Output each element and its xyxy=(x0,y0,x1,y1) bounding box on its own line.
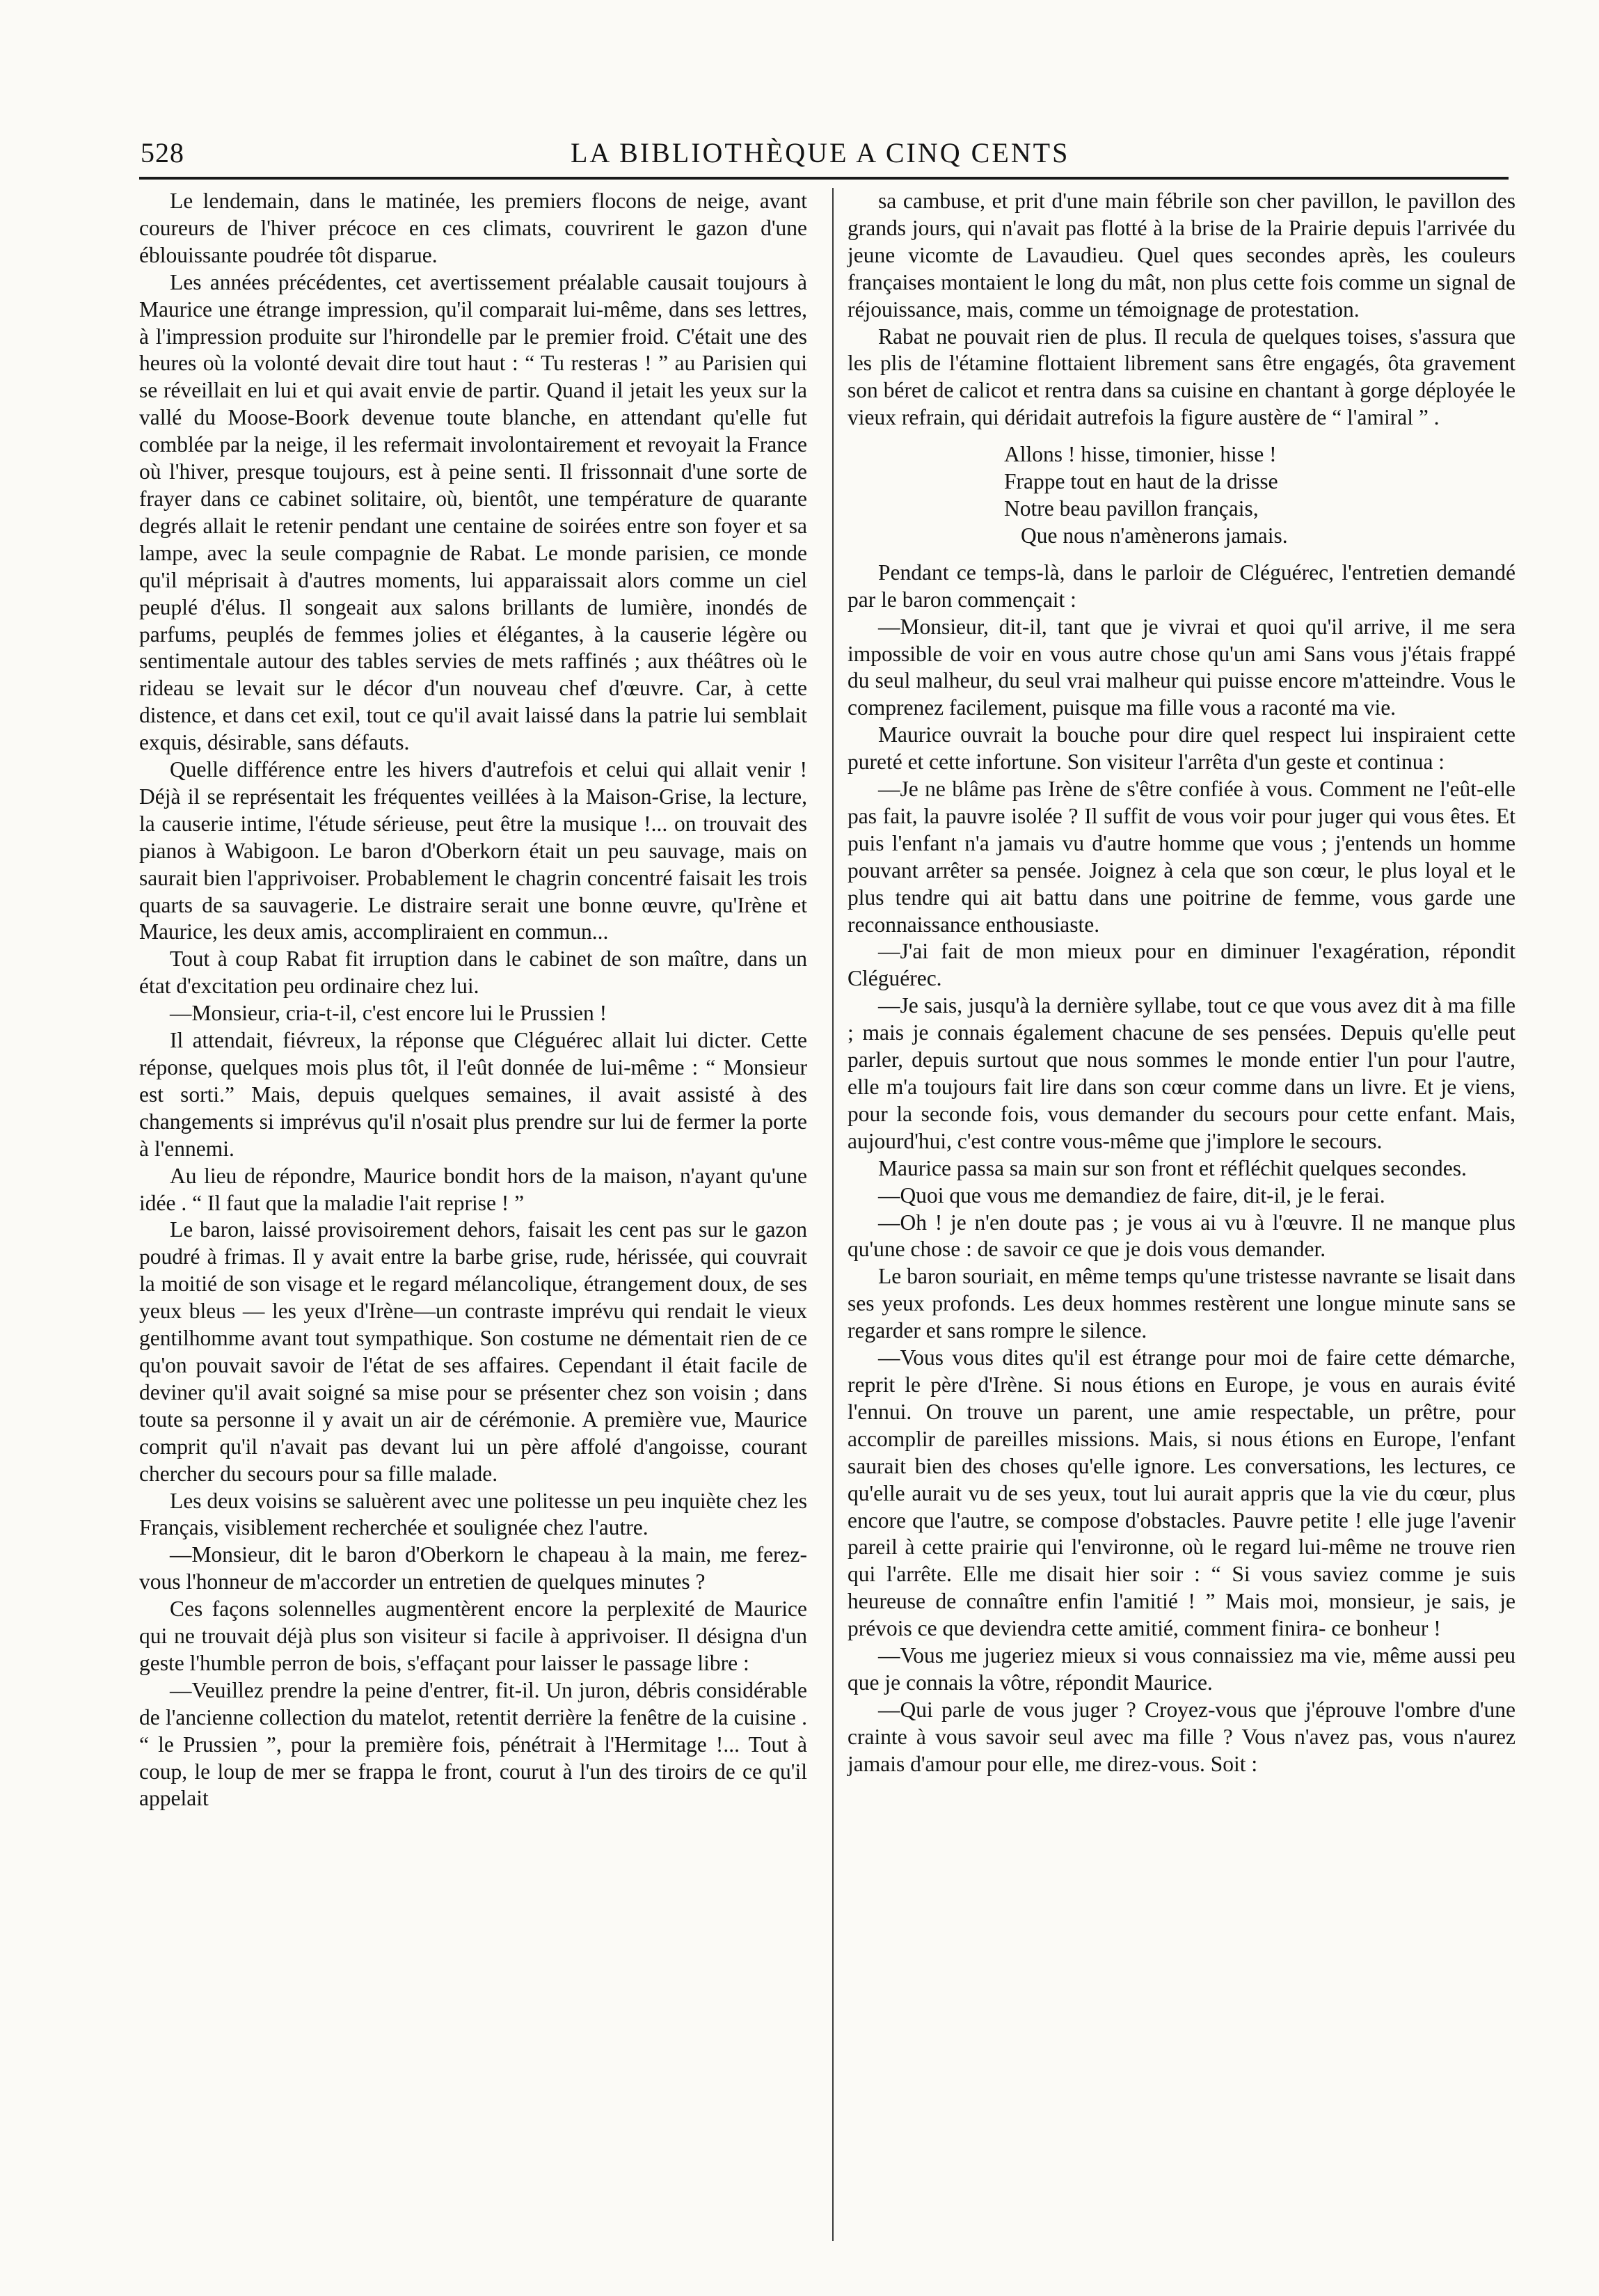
paragraph: —Quoi que vous me demandiez de faire, dit-il, je le ferai. xyxy=(878,1182,1385,1208)
paragraph: —Vous me jugeriez mieux si vous connaissiez ma vie, même aussi peu que je connais la vôtre, répondit Maurice. xyxy=(848,1643,1516,1695)
paragraph: —Je sais, jusqu'à la dernière syllabe, tout ce que vous avez dit à ma fille ; mais je connais également chacune de ses pensées. Depuis qu'elle peut parler, depuis surtout que nous sommes le monde entier l'un pour l'autre, elle m'a toujours fait lire dans son cœur comme dans un livre. Et je viens, pour la seconde fois, vous demander du secours pour cette enfant. Mais, aujourd'hui, c'est contre vous-même que j'implore le secours. xyxy=(848,993,1516,1153)
paragraph: sa cambuse, et prit d'une main fébrile son cher pavillon, le pavillon des grands jours, qui n'avait pas flotté à la brise de la Prairie depuis l'arrivée du jeune vicomte de Lavaudieu. Quel ques secondes après, les couleurs françaises montaient le long du mât, non plus cette fois comme un signal de réjouissance, mais, comme un témoignage de protestation. xyxy=(848,189,1516,322)
paragraph: Ces façons solennelles augmentèrent encore la perplexité de Maurice qui ne trouvait déjà plus son visiteur si facile à apprivoiser. Il désigna d'un geste l'humble perron de bois, s'effaçant pour laisser le passage libre : xyxy=(139,1597,807,1675)
verse-line: Frappe tout en haut de la drisse xyxy=(1004,469,1278,494)
paragraph: —Monsieur, dit-il, tant que je vivrai et quoi qu'il arrive, il me sera impossible de voir en vous autre chose qu'un ami Sans vous j'étais frappé du seul malheur, du seul vrai malheur qui puisse encore m'atteindre. Vous le comprenez facilement, puisque ma fille vous a raconté ma vie. xyxy=(848,614,1516,720)
paragraph: —Je ne blâme pas Irène de s'être confiée à vous. Comment ne l'eût-elle pas fait, la pauvre isolée ? Il suffit de vous voir pour juger qui vous êtes. Et puis l'enfant n'a jamais vu d'autre homme que vous ; j'entends un homme pouvant arrêter sa pensée. Joignez à cela que son cœur, le plus loyal et le plus tendre qui ait battu dans une poitrine de femme, vous garde une reconnaissance enthousiaste. xyxy=(848,777,1516,937)
song-verse xyxy=(1004,441,1516,550)
paragraph: Quelle différence entre les hivers d'autrefois et celui qui allait venir ! Déjà il se représentait les fréquentes veillées à la Maison-Grise, la lecture, la causerie intime, l'étude sérieuse, peut être la musique !... on trouvait des pianos à Wabigoon. Le baron d'Oberkorn était un peu sauvage, mais on saurait bien l'apprivoiser. Probablement le chagrin concentré faisait les trois quarts de sa sauvagerie. Le distraire serait une bonne œuvre, qu'Irène et Maurice, les deux amis, accompliraient en commun... xyxy=(139,757,807,944)
paragraph: —Qui parle de vous juger ? Croyez-vous que j'éprouve l'ombre d'une crainte à vous savoir seul avec ma fille ? Vous n'avez pas, vous n'aurez jamais d'amour pour elle, me direz-vous. Soit : xyxy=(848,1697,1516,1776)
paragraph: —Monsieur, dit le baron d'Oberkorn le chapeau à la main, me ferez-vous l'honneur de m'accorder un entretien de quelques minutes ? xyxy=(139,1542,807,1594)
paragraph: Il attendait, fiévreux, la réponse que Cléguérec allait lui dicter. Cette réponse, quelques mois plus tôt, il l'eût donnée de lui-même : “ Monsieur est sorti.” Mais, depuis quelques semaines, il avait assisté à des changements si imprévus qu'il n'osait plus prendre sur lui de fermer la porte à l'ennemi. xyxy=(139,1028,807,1161)
paragraph: Pendant ce temps-là, dans le parloir de Cléguérec, l'entretien demandé par le baron commençait : xyxy=(848,560,1516,612)
header-rule xyxy=(139,177,1509,180)
paragraph: Tout à coup Rabat fit irruption dans le cabinet de son maître, dans un état d'excitation peu ordinaire chez lui. xyxy=(139,947,807,999)
paragraph: Les années précédentes, cet avertissement préalable causait toujours à Maurice une étrange impression, qu'il comparait lui-même, dans ses lettres, à l'impression produite sur l'hirondelle par le premier froid. C'était une des heures où la volonté devait dire tout haut : “ Tu resteras ! ” au Parisien qui se réveillait en lui et qui avait envie de partir. Quand il jetait les yeux sur la vallé du Moose-Boork devenue toute blanche, en attendant qu'elle fut comblée par la neige, il les refermait involontairement et revoyait la France où l'hiver, presque toujours, est à peine senti. Il frissonnait d'une sorte de frayer dans ce cabinet solitaire, où, bientôt, une température de quarante degrés allait le retenir pendant une centaine de soirées entre son foyer et sa lampe, avec la seule compagnie de Rabat. Le monde parisien, ce monde qu'il méprisait à d'autres moments, lui apparaissait alors comme un ciel peuplé d'élus. Il songeait aux salons brillants de lumière, inondés de parfums, peuplés de femmes jolies et élégantes, à la causerie légère ou sentimentale autour des tables servies de mets raffinés ; aux théâtres où le rideau se levait sur le décor d'un nouveau chef d'œuvre. Car, à cette distence, et dans cet exil, tout ce qu'il avait laissé dans la patrie lui semblait exquis, désirable, sans défauts. xyxy=(139,269,807,755)
paragraph: Le baron souriait, en même temps qu'une tristesse navrante se lisait dans ses yeux profonds. Les deux hommes restèrent une longue minute sans se regarder et sans rompre le silence. xyxy=(848,1264,1516,1343)
paragraph: Maurice passa sa main sur son front et réfléchit quelques secondes. xyxy=(878,1155,1467,1180)
verse-line: Que nous n'amènerons jamais. xyxy=(1021,523,1288,548)
right-column xyxy=(848,188,1516,1778)
paragraph: Le baron, laissé provisoirement dehors, faisait les cent pas sur le gazon poudré à frimas. Il y avait entre la barbe grise, rude, hérissée, qui couvrait la moitié de son visage et le regard mélancolique, étrangement doux, de ses yeux bleus — les yeux d'Irène—un contraste imprévu qui rendait le vieux gentilhomme avant tout sympathique. Son costume ne démentait rien de ce qu'on pouvait savoir de l'état de ses affaires. Cependant il était facile de deviner qu'il avait soigné sa mise pour se présenter chez son voisin ; dans toute sa personne il y avait un air de cérémonie. A première vue, Maurice comprit qu'il n'avait pas devant lui un père affolé d'angoisse, courant chercher du secours pour sa fille malade. xyxy=(139,1217,807,1486)
paragraph: Le lendemain, dans le matinée, les premiers flocons de neige, avant coureurs de l'hiver précoce en ces climats, couvrirent le gazon d'une éblouissante poudrée tôt disparue. xyxy=(139,189,807,267)
paragraph: Rabat ne pouvait rien de plus. Il recula de quelques toises, s'assura que les plis de l'étamine flottaient librement sans être engagés, ôta gravement son béret de calicot et rentra dans sa cuisine en chantant à gorge déployée le vieux refrain, qui déridait autrefois la figure austère de “ l'amiral ” . xyxy=(848,324,1516,430)
paragraph: Maurice ouvrait la bouche pour dire quel respect lui inspiraient cette pureté et cette infortune. Son visiteur l'arrêta d'un geste et continua : xyxy=(848,722,1516,775)
running-head-title: LA BIBLIOTHÈQUE A CINQ CENTS xyxy=(571,137,1070,168)
paragraph: Au lieu de répondre, Maurice bondit hors de la maison, n'ayant qu'une idée . “ Il faut que la maladie l'ait reprise ! ” xyxy=(139,1163,807,1215)
column-divider xyxy=(832,188,834,2241)
paragraph: —Veuillez prendre la peine d'entrer, fit-il. Un juron, débris considérable de l'ancienne collection du matelot, retentit derrière la fenêtre de la cuisine . “ le Prussien ”, pour la première fois, pénétrait à l'Hermitage !... Tout à coup, le loup de mer se frappa le front, courut à l'un des tiroirs de ce qu'il appelait xyxy=(139,1677,807,1811)
paragraph: —Vous vous dites qu'il est étrange pour moi de faire cette démarche, reprit le père d'Irène. Si nous étions en Europe, je vous en aurais évité l'ennui. On trouve un parent, une amie respectable, un prêtre, pour accomplir de pareilles missions. Mais, si nous étions en Europe, l'enfant saurait bien des choses qu'elle ignore. Les conversations, les lectures, ce qu'elle aurait vu de ses yeux, tout lui aurait appris que la vie du cœur, plus encore que l'autre, se compose d'obstacles. Pauvre petite ! elle juge l'avenir pareil à cette prairie qui l'environne, où le regard lui-même ne trouve rien qui l'arrête. Elle me disait hier soir : “ Si vous saviez comme je suis heureuse de connaître enfin l'amitié ! ” Mais moi, monsieur, je sais, je prévois ce que deviendra cette amitié, comment finira- ce bonheur ! xyxy=(848,1345,1516,1641)
verse-line: Allons ! hisse, timonier, hisse ! xyxy=(1004,442,1277,467)
paragraph: —Oh ! je n'en doute pas ; je vous ai vu à l'œuvre. Il ne manque plus qu'une chose : de savoir ce que je dois vous demander. xyxy=(848,1210,1516,1262)
paragraph: Les deux voisins se saluèrent avec une politesse un peu inquiète chez les Français, visiblement recherchée et soulignée chez l'autre. xyxy=(139,1488,807,1540)
page-number: 528 xyxy=(141,137,184,168)
paragraph: —Monsieur, cria-t-il, c'est encore lui le Prussien ! xyxy=(170,1001,607,1026)
verse-line: Notre beau pavillon français, xyxy=(1004,496,1259,521)
left-column xyxy=(139,188,807,1812)
paragraph: —J'ai fait de mon mieux pour en diminuer l'exagération, répondit Cléguérec. xyxy=(848,939,1516,991)
